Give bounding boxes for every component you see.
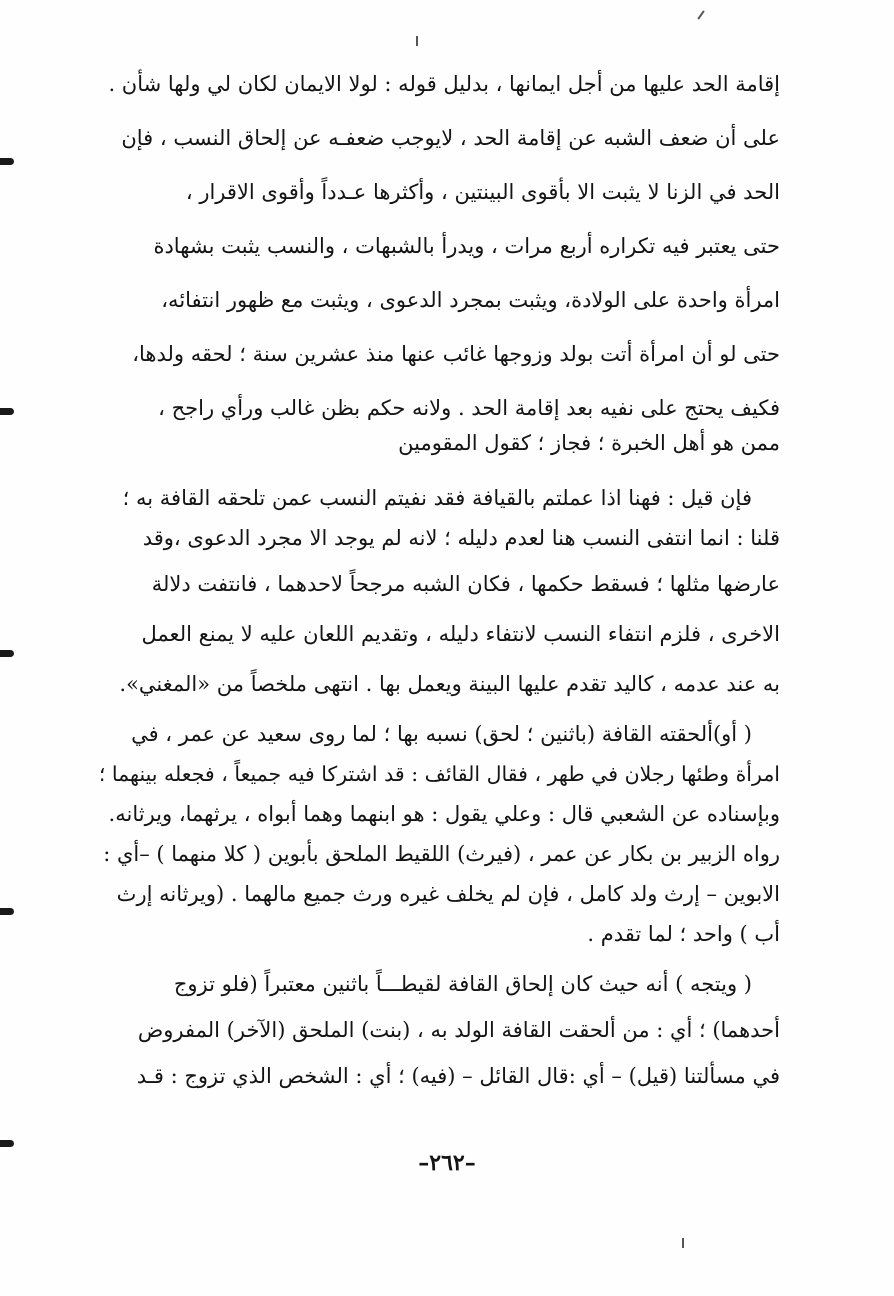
text-line: ممن هو أهل الخبرة ؛ فجاز ؛ كقول المقومين bbox=[398, 431, 780, 455]
text-line: على أن ضعف الشبه عن إقامة الحد ، لايوجب ضعفـه عن إلحاق النسب ، فإن bbox=[121, 126, 780, 150]
binder-mark bbox=[0, 408, 14, 415]
paragraph-gap bbox=[98, 266, 780, 280]
text-line: أحدهما) ؛ أي : من ألحقت القافة الولد به ، (بنت) الملحق (الآخر) المفروض bbox=[137, 1018, 780, 1042]
scan-speck bbox=[416, 36, 418, 46]
text-line: حتى لو أن امرأة أتت بولد وزوجها غائب عنها منذ عشرين سنة ؛ لحقه ولدها، bbox=[132, 342, 780, 366]
paragraph-gap bbox=[98, 654, 780, 664]
text-line: فكيف يحتج على نفيه بعد إقامة الحد . ولانه حكم بظن غالب ورأي راجح ، bbox=[158, 396, 780, 420]
scan-speck bbox=[682, 1238, 684, 1248]
text-line: فإن قيل : فهنا اذا عملتم بالقيافة فقد نفيتم النسب عمن تلحقه القافة به ؛ bbox=[122, 486, 752, 510]
paragraph-gap bbox=[98, 158, 780, 172]
paragraph-gap bbox=[98, 458, 780, 478]
binder-mark bbox=[0, 1140, 14, 1147]
text-line: عارضها مثلها ؛ فسقط حكمها ، فكان الشبه مرجحاً لاحدهما ، فانتفت دلالة bbox=[151, 572, 780, 596]
paragraph-gap bbox=[98, 320, 780, 334]
paragraph-gap bbox=[98, 104, 780, 118]
text-line: الاخرى ، فلزم انتفاء النسب لانتفاء دليله ، وتقديم اللعان عليه لا يمنع العمل bbox=[141, 622, 780, 646]
binder-mark bbox=[0, 650, 14, 657]
text-line: وبإسناده عن الشعبي قال : وعلي يقول : هو ابنهما وهما أبواه ، يرثهما، ويرثانه. bbox=[108, 802, 780, 826]
binder-mark bbox=[0, 908, 14, 915]
text-line: ( ويتجه ) أنه حيث كان إلحاق القافة لقيطـــاً باثنين معتبراً (فلو تزوج bbox=[173, 972, 752, 996]
text-line: في مسألتنا (قيل) – أي :قال القائل – (فيه) ؛ أي : الشخص الذي تزوج : قـد bbox=[136, 1064, 780, 1088]
text-line: امرأة واحدة على الولادة، ويثبت بمجرد الدعوى ، ويثبت مع ظهور انتفائه، bbox=[161, 288, 780, 312]
body-text bbox=[98, 64, 780, 1096]
paragraph-gap bbox=[98, 604, 780, 614]
page-number: –٢٦٢– bbox=[418, 1150, 476, 1176]
text-line: حتى يعتبر فيه تكراره أربع مرات ، ويدرأ بالشبهات ، والنسب يثبت بشهادة bbox=[153, 234, 780, 258]
text-line: الحد في الزنا لا يثبت الا بأقوى البينتين ، وأكثرها عـدداً وأقوى الاقرار ، bbox=[185, 180, 780, 204]
text-line: رواه الزبير بن بكار عن عمر ، (فيرث) اللقيط الملحق بأبوين ( كلا منهما ) –أي : bbox=[103, 842, 780, 866]
text-line: به عند عدمه ، كاليد تقدم عليها البينة ويعمل بها . انتهى ملخصاً من «المغني». bbox=[119, 672, 780, 696]
paragraph-gap bbox=[98, 704, 780, 714]
text-line: إقامة الحد عليها من أجل ايمانها ، بدليل قوله : لولا الايمان لكان لي ولها شأن . bbox=[108, 72, 780, 96]
scan-speck bbox=[697, 10, 704, 19]
paragraph-gap bbox=[98, 374, 780, 388]
paragraph-gap bbox=[98, 954, 780, 964]
binder-mark bbox=[0, 158, 14, 165]
text-line: امرأة وطئها رجلان في طهر ، فقال القائف : قد اشتركا فيه جميعاً ، فجعله بينهما ؛ bbox=[98, 762, 780, 786]
text-line: قلنا : انما انتفى النسب هنا لعدم دليله ؛ لانه لم يوجد الا مجرد الدعوى ،وقد bbox=[142, 526, 780, 550]
paragraph-gap bbox=[98, 212, 780, 226]
text-line: أب ) واحد ؛ لما تقدم . bbox=[587, 922, 780, 946]
text-line: الابوين – إرث ولد كامل ، فإن لم يخلف غيره ورث جميع مالهما . (ويرثانه إرث bbox=[116, 882, 780, 906]
text-line: ( أو)ألحقته القافة (باثنين ؛ لحق) نسبه بها ؛ لما روى سعيد عن عمر ، في bbox=[131, 722, 752, 746]
